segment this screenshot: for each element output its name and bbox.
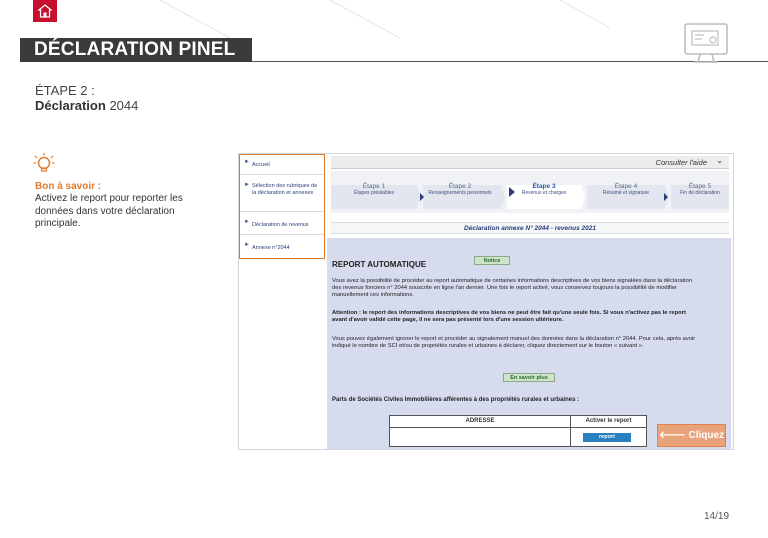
- report-title: REPORT AUTOMATIQUE: [332, 260, 427, 269]
- step-2: [427, 183, 493, 207]
- chevron-down-icon[interactable]: ⌄: [716, 156, 723, 165]
- step-name: Étape 4: [614, 183, 638, 190]
- report-panel: [327, 238, 731, 449]
- arrow-left-icon: 🡐: [658, 430, 686, 441]
- step-name: Étape 1: [362, 183, 386, 190]
- step-3: [511, 183, 577, 207]
- step-4: [593, 183, 659, 207]
- table-header-activer: Activer le report: [571, 416, 646, 428]
- lightbulb-icon: [33, 152, 55, 176]
- nav-item-accueil[interactable]: [240, 159, 324, 175]
- nav-item-label: Accueil: [252, 162, 270, 168]
- arrow-right-icon: ►: [244, 159, 250, 165]
- step-desc: Résumé et signature: [602, 190, 650, 196]
- table-cell-activer: [571, 428, 646, 446]
- report-paragraph-3: Vous pouvez également ignorer le report et procéder au signalement manuel des données dans la déclaration n° 2044. Pour cela, après avoir indiqué le nombre de SCI et/ou de propriétés rurales et urbaines à déclarer, cliquez directement sur le bouton « suivant ».: [332, 336, 696, 349]
- embedded-screenshot: [238, 153, 734, 450]
- nav-item-label: Annexe n°2044: [252, 245, 290, 251]
- declaration-year: 2021: [581, 225, 596, 232]
- page-title: DÉCLARATION PINEL: [20, 38, 252, 62]
- page-number: 14/19: [704, 511, 730, 522]
- left-navigation: [239, 154, 325, 259]
- report-paragraph-1: Vous avez la possibilité de procéder au report automatique de certaines informations descriptives de vos biens signalées dans la déclaration des revenus fonciers n° 2044 souscrite en ligne l'an dernier. Une fois le report activé, vous conservez toujours la possibilité de modifier manuellement ces informations.: [332, 278, 692, 298]
- declaration-title-text: Déclaration annexe N° 2044 - revenus: [464, 225, 580, 232]
- step-progress: [331, 171, 729, 213]
- en-savoir-plus-button[interactable]: En savoir plus: [503, 373, 555, 382]
- step-1: [341, 183, 407, 207]
- nav-item-label: Déclaration de revenus: [252, 222, 309, 228]
- tip-text: Activez le report pour reporter les données dans votre déclaration principale.: [35, 193, 183, 229]
- table-header-adresse: ADRESSE: [390, 416, 571, 428]
- report-paragraph-warning: Attention : le report des informations descriptives de vos biens ne peut être fait qu'une seule fois. Si vous n'activez pas le report avant d'avoir validé cette page, il ne sera pas présenté lors d'une session ultérieure.: [332, 310, 686, 323]
- home-icon[interactable]: [33, 0, 57, 22]
- notice-button[interactable]: Notice: [474, 256, 510, 265]
- cliquez-ici-label: Cliquez ici: [685, 430, 725, 462]
- tip-title: Bon à savoir :: [35, 181, 102, 192]
- step-desc: Renseignements personnels: [428, 190, 492, 196]
- sci-table: [389, 415, 647, 447]
- nav-item-declaration-revenus[interactable]: [240, 219, 324, 235]
- report-button[interactable]: report: [583, 433, 631, 442]
- step-name: Étape 5: [688, 183, 712, 190]
- step-subtitle: Déclaration 2044: [35, 98, 139, 113]
- arrow-right-icon: ►: [244, 219, 250, 225]
- arrow-right-icon: ►: [244, 182, 250, 188]
- cliquez-ici-button[interactable]: [657, 424, 726, 462]
- step-desc: Étapes préalables: [353, 190, 395, 196]
- help-link[interactable]: Consulter l'aide: [655, 158, 707, 167]
- step-desc: Fin de déclaration: [680, 190, 720, 196]
- declaration-title: [331, 222, 729, 234]
- nav-item-annexe-2044[interactable]: [240, 242, 324, 258]
- step-desc: Revenus et charges: [521, 190, 567, 196]
- step-name: Étape 3: [532, 183, 556, 190]
- main-pane: [325, 154, 733, 449]
- step-label: ÉTAPE 2 :: [35, 83, 95, 98]
- help-header[interactable]: [331, 156, 729, 169]
- parts-sci-title: Parts de Sociétés Civiles Immobilières afférentes à des propriétés rurales et urbaines :: [332, 397, 580, 403]
- table-cell-adresse: [390, 428, 571, 446]
- help-screen-icon[interactable]: [680, 20, 732, 66]
- arrow-right-icon: ►: [244, 242, 250, 248]
- nav-item-label: Sélection des rubriques de la déclaration et annexes: [252, 183, 318, 196]
- nav-item-selection-rubriques[interactable]: [240, 182, 324, 212]
- step-5: [667, 183, 733, 207]
- step-name: Étape 2: [448, 183, 472, 190]
